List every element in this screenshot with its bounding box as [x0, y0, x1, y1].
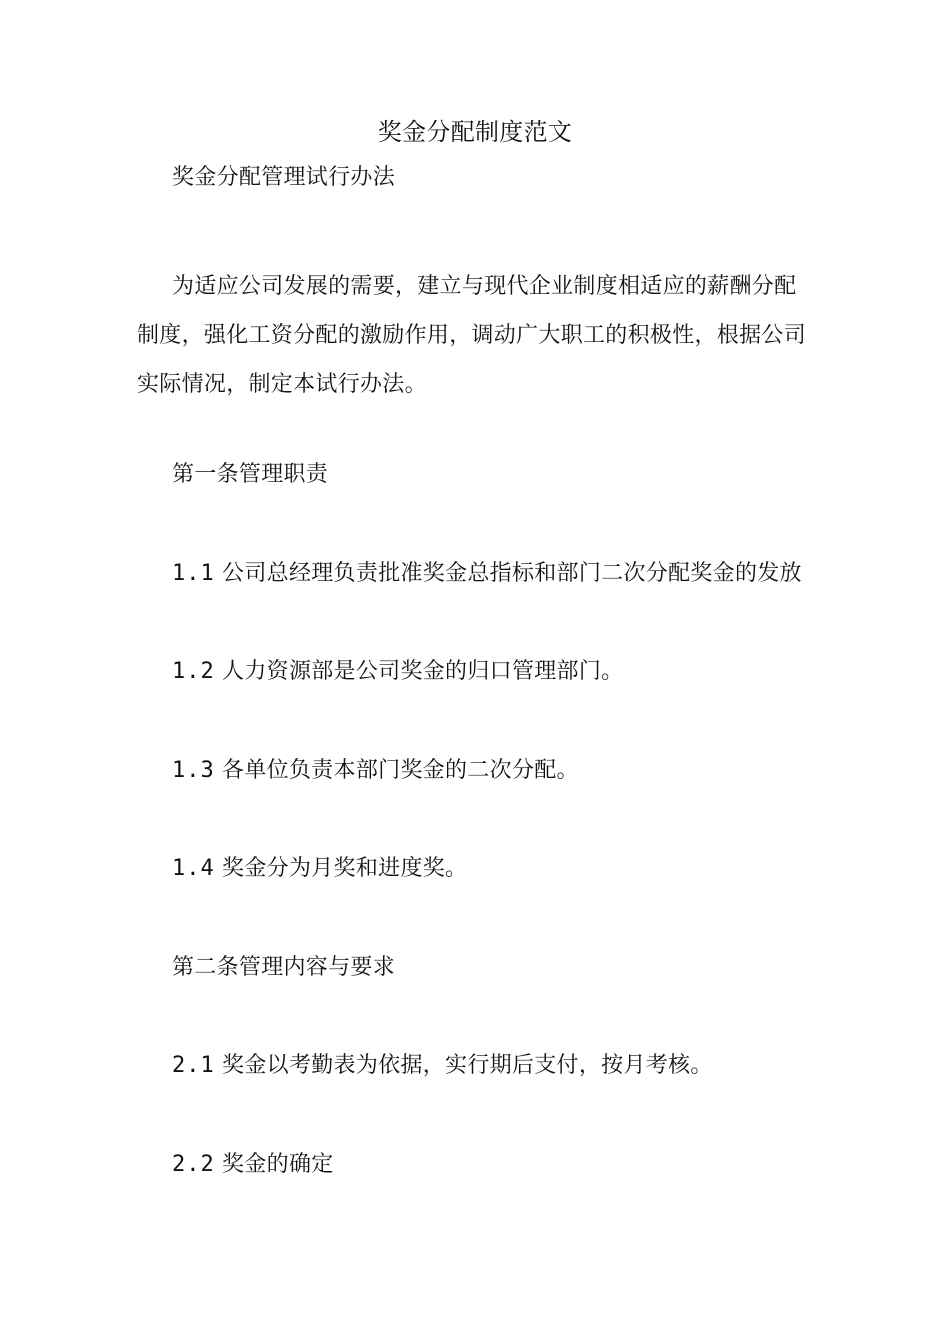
- clause-2-2: [172, 1153, 334, 1177]
- clause-1-1: [172, 562, 802, 586]
- document-title: 奖金分配制度范文: [377, 118, 573, 146]
- section-2-heading: 第二条管理内容与要求: [172, 955, 396, 980]
- intro-paragraph: 为适应公司发展的需要，建立与现代企业制度相适应的薪酬分配制度，强化工资分配的激励作用，调动广大职工的积极性，根据公司实际情况，制定本试行办法。: [137, 274, 807, 397]
- clause-number: 1.3: [172, 758, 215, 783]
- clause-number: 2.1: [172, 1053, 215, 1078]
- clause-text: 公司总经理负责批准奖金总指标和部门二次分配奖金的发放: [222, 561, 802, 586]
- clause-text: 奖金以考勤表为依据，实行期后支付，按月考核。: [222, 1053, 713, 1078]
- clause-number: 2.2: [172, 1152, 215, 1177]
- clause-text: 奖金分为月奖和进度奖。: [222, 856, 468, 881]
- clause-number: 1.2: [172, 659, 215, 684]
- document-subtitle: 奖金分配管理试行办法: [172, 165, 396, 190]
- clause-text: 各单位负责本部门奖金的二次分配。: [222, 758, 579, 783]
- clause-1-2: [172, 660, 623, 684]
- clause-text: 奖金的确定: [222, 1152, 334, 1177]
- clause-1-3: [172, 759, 579, 783]
- clause-number: 1.4: [172, 856, 215, 881]
- clause-text: 人力资源部是公司奖金的归口管理部门。: [222, 659, 624, 684]
- clause-2-1: [172, 1054, 713, 1078]
- clause-number: 1.1: [172, 561, 215, 586]
- clause-1-4: [172, 857, 467, 881]
- section-1-heading: 第一条管理职责: [172, 462, 329, 487]
